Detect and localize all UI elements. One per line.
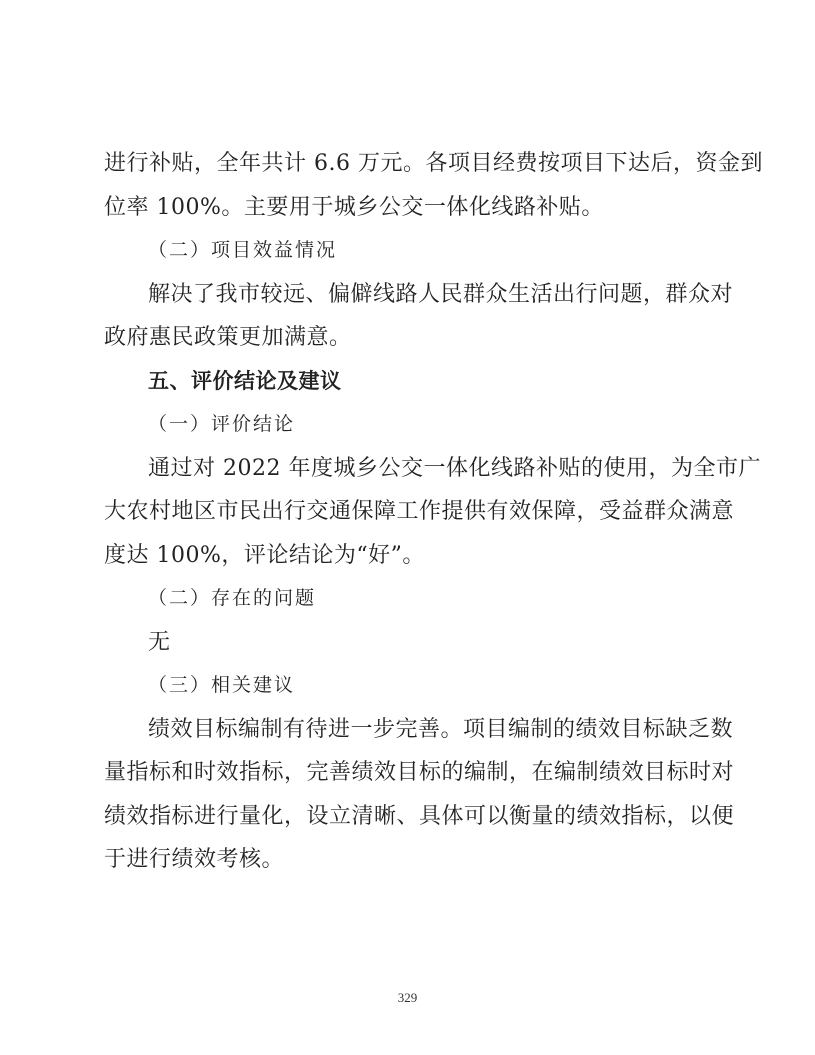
body-text-line: 于进行绩效考核。 <box>104 847 285 872</box>
body-text-line: 位率 100%。主要用于城乡公交一体化线路补贴。 <box>104 194 604 220</box>
body-text-line: 解决了我市较远、偏僻线路人民群众生活出行问题，群众对 <box>148 281 734 307</box>
body-text-line: 政府惠民政策更加满意。 <box>104 325 352 350</box>
subsection-heading-benefits: （二）项目效益情况 <box>148 239 338 261</box>
section-heading-conclusion: 五、评价结论及建议 <box>148 368 342 393</box>
body-text-line: 无 <box>148 629 171 655</box>
body-text-line: 量指标和时效指标，完善绩效目标的编制，在编制绩效目标时对 <box>104 760 735 785</box>
body-text-line: 大农村地区市民出行交通保障工作提供有效保障，受益群众满意 <box>104 499 735 524</box>
body-text-line: 进行补贴，全年共计 6.6 万元。各项目经费按项目下达后，资金到 <box>104 151 763 176</box>
body-text-line: 通过对 2022 年度城乡公交一体化线路补贴的使用，为全市广 <box>148 455 761 481</box>
body-text-line: 绩效目标编制有待进一步完善。项目编制的绩效目标缺乏数 <box>148 716 734 742</box>
page-number: 329 <box>397 990 418 1005</box>
subsection-heading-evaluation: （一）评价结论 <box>148 413 296 435</box>
subsection-heading-problems: （二）存在的问题 <box>148 587 317 609</box>
subsection-heading-suggestions: （三）相关建议 <box>148 674 296 696</box>
body-text-line: 度达 100%，评论结论为“好”。 <box>104 542 425 568</box>
document-body <box>104 142 763 882</box>
body-text-line: 绩效指标进行量化，设立清晰、具体可以衡量的绩效指标，以便 <box>104 803 735 829</box>
